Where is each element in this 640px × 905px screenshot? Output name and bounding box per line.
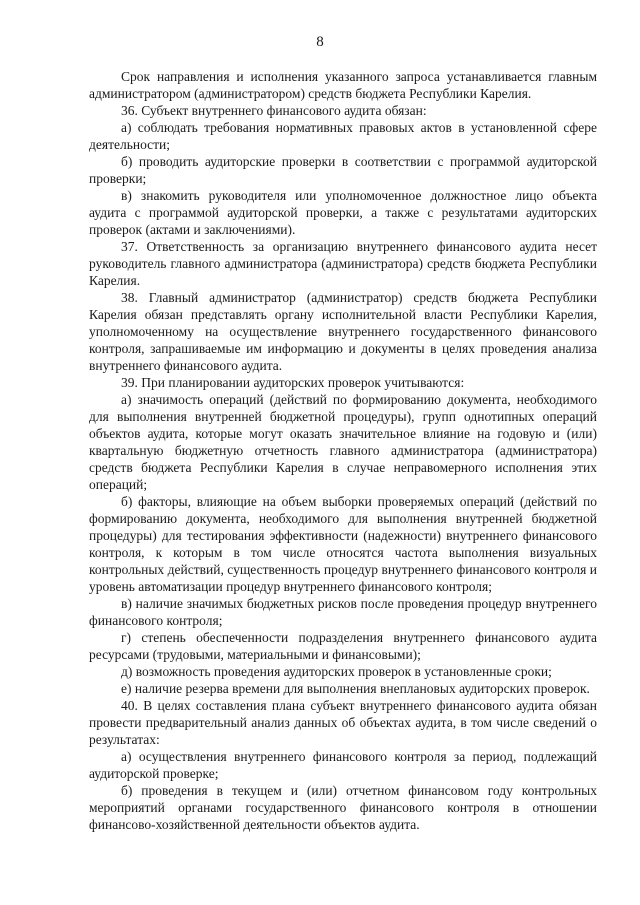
- paragraph: г) степень обеспеченности подразделения внутреннего финансового аудита ресурсами (трудовыми, материальными и финансовыми);: [89, 630, 597, 662]
- paragraph: в) знакомить руководителя или уполномоченное должностное лицо объекта аудита с программой аудиторской проверки, а также с результатами аудиторских проверок (актами и заключениями).: [89, 188, 597, 237]
- paragraph: а) значимость операций (действий по формированию документа, необходимого для выполнения внутренней бюджетной процедуры), групп однотипных операций объектов аудита, которые могут оказать значительное влияние на годовую и (или) квартальную бюджетную отчетность главного администратора (администратора) средств бюджета Республики Карелия в случае неправомерного исполнения этих операций;: [89, 392, 597, 492]
- paragraph: б) проведения в текущем и (или) отчетном финансовом году контрольных мероприятий органами государственного финансового контроля в отношении финансово-хозяйственной деятельности объектов аудита.: [89, 783, 597, 832]
- paragraph: д) возможность проведения аудиторских проверок в установленные сроки;: [121, 664, 552, 679]
- paragraph: 38. Главный администратор (администратор) средств бюджета Республики Карелия обязан представлять органу исполнительной власти Республики Карелия, уполномоченному на осуществление внутреннего государственного финансового контроля, запрашиваемые им информацию и документы в целях проведения анализа внутреннего финансового аудита.: [89, 290, 597, 373]
- paragraph: 40. В целях составления плана субъект внутреннего финансового аудита обязан провести предварительный анализ данных об объектах аудита, в том числе сведений о результатах:: [89, 698, 597, 747]
- paragraph: е) наличие резерва времени для выполнения внеплановых аудиторских проверок.: [121, 681, 590, 696]
- paragraph: в) наличие значимых бюджетных рисков после проведения процедур внутреннего финансового контроля;: [89, 596, 597, 628]
- paragraph: 36. Субъект внутреннего финансового аудита обязан:: [121, 103, 427, 118]
- paragraph: а) осуществления внутреннего финансового контроля за период, подлежащий аудиторской проверке;: [89, 749, 597, 781]
- paragraph: 37. Ответственность за организацию внутреннего финансового аудита несет руководитель главного администратора (администратора) средств бюджета Республики Карелия.: [89, 239, 597, 288]
- paragraph: б) проводить аудиторские проверки в соответствии с программой аудиторской проверки;: [89, 154, 597, 186]
- page-number: 8: [316, 34, 324, 50]
- paragraph: Срок направления и исполнения указанного запроса устанавливается главным администратором (администратором) средств бюджета Республики Карелия.: [89, 69, 597, 101]
- paragraph: а) соблюдать требования нормативных правовых актов в установленной сфере деятельности;: [89, 120, 597, 152]
- document-body: [89, 68, 597, 833]
- paragraph: б) факторы, влияющие на объем выборки проверяемых операций (действий по формированию документа, необходимого для выполнения внутренней бюджетной процедуры) для тестирования эффективности (надежности) внутреннего финансового контроля, к которым в том числе относятся частота выполнения визуальных контрольных действий, существенность процедур внутреннего финансового контроля и уровень автоматизации процедур внутреннего финансового контроля;: [89, 494, 597, 594]
- paragraph: 39. При планировании аудиторских проверок учитываются:: [121, 375, 465, 390]
